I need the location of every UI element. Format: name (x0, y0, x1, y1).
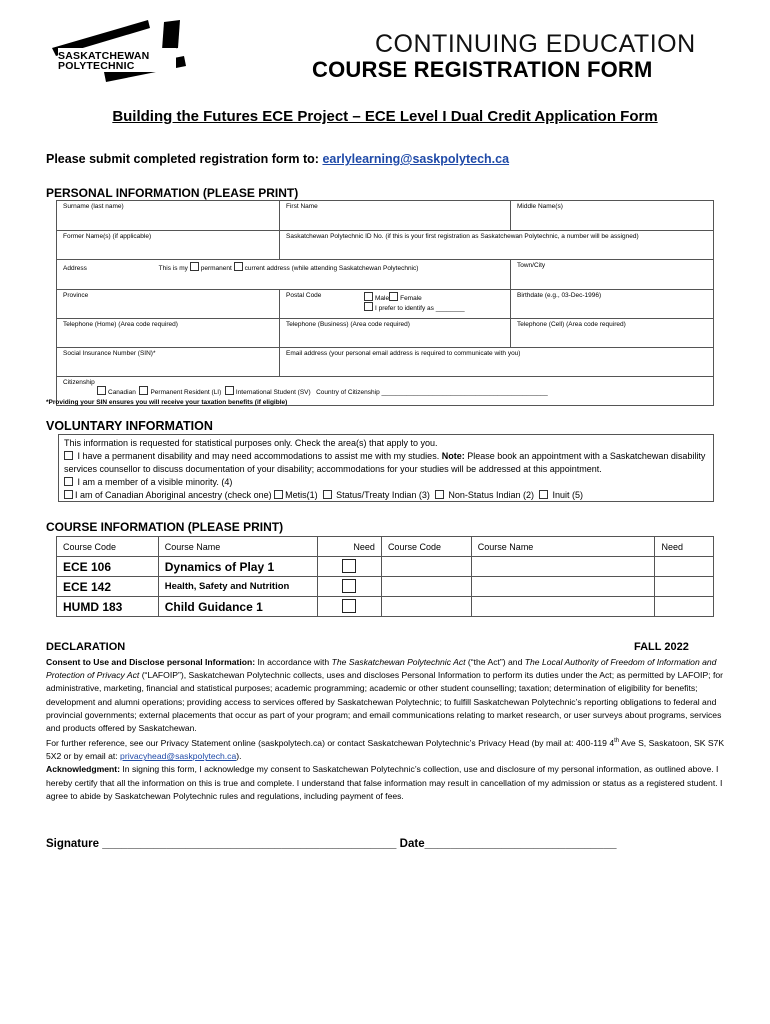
province-field[interactable] (57, 290, 280, 319)
sin-label: Social Insurance Number (SIN)* (63, 350, 156, 357)
course-code-2-input[interactable] (381, 577, 471, 597)
permanent-resident-checkbox[interactable] (139, 386, 148, 395)
note-label: Note: (441, 451, 465, 461)
visible-minority-label: I am a member of a visible minority. (4) (77, 477, 233, 487)
international-checkbox[interactable] (225, 386, 234, 395)
need-checkbox[interactable] (342, 579, 356, 593)
course-code-2-input[interactable] (381, 597, 471, 617)
disability-note: Please book an appointment with a Saskatchewan disability services counsellor to discuss documentation of your disability; accommodations for your studies will be addressed at this appointment. (64, 451, 706, 474)
need-2-input[interactable] (655, 577, 714, 597)
self-identify-label: I prefer to identify as ________ (375, 305, 465, 312)
current-address-checkbox[interactable] (234, 262, 243, 271)
course-name-2-input[interactable] (471, 597, 655, 617)
inuit-label: Inuit (5) (552, 490, 584, 500)
consent-text-a: In accordance with (257, 657, 330, 667)
col-course-name-2: Course Name (471, 537, 655, 557)
submit-prefix: Please submit completed registration form to: (46, 152, 319, 166)
course-name-2-input[interactable] (471, 557, 655, 577)
acknowledgment-label: Acknowledgment: (46, 764, 121, 775)
current-address-label: current address (while attending Saskatchewan Polytechnic) (244, 265, 419, 272)
privacy-email-link[interactable]: privacyhead@saskpolytech.ca (120, 751, 237, 762)
international-label: International Student (SV) (235, 389, 311, 396)
non-status-indian-label: Non-Status Indian (2) (448, 490, 534, 500)
need-cell (317, 557, 381, 577)
need-checkbox[interactable] (342, 599, 356, 613)
need-checkbox[interactable] (342, 559, 356, 573)
need-cell (317, 597, 381, 617)
address-note-prefix: This is my (158, 265, 188, 272)
metis-checkbox[interactable] (274, 490, 283, 499)
logo-text-line2: POLYTECHNIC (58, 60, 135, 72)
email-label: Email address (your personal email address is required to communicate with you) (286, 350, 521, 357)
disability-checkbox[interactable] (64, 451, 73, 460)
logo-text-line1: SASKATCHEWAN (58, 50, 150, 62)
declaration-heading: DECLARATION (46, 641, 126, 653)
need-cell (317, 577, 381, 597)
permanent-address-checkbox[interactable] (190, 262, 199, 271)
postal-label: Postal Code (286, 292, 322, 299)
personal-info-heading: PERSONAL INFORMATION (PLEASE PRINT) (46, 186, 299, 200)
acknowledgment-text: In signing this form, I acknowledge my consent to Saskatchewan Polytechnic’s collection, use and disclosure of my personal information, as outlined above. I hereby certify that all the information on this is true and complete. I understand that false information may result in cancellation of my admission or status as a registered student. I agree to abide by Saskatchewan Polytechnic rules and regulations, including payment of fees. (46, 764, 723, 801)
address-field[interactable] (57, 260, 511, 290)
form-title: Building the Futures ECE Project – ECE Level I Dual Credit Application Form (112, 108, 658, 125)
tel-business-field[interactable] (280, 319, 511, 348)
course-row (57, 577, 714, 597)
postal-code-field[interactable] (280, 290, 362, 318)
permanent-resident-label: Permanent Resident (LI) (150, 389, 222, 396)
consent-text-c: (“LAFOIP”), Saskatchewan Polytechnic collects, uses and discloses Personal Information to perform its duties under the Act; as permitted by LAFOIP; for administrative, marketing, financial and statistical purposes; academic programming; academic or other student counselling; taxation; determination of eligibility for benefits; development and alumni operations; providing access to services offered by Saskatchewan Polytechnic; to fulfill Saskatchewan Polytechnic’s reporting obligations to federal and provincial governments; external placements that occur as part of your program; and email communications relating to market research, or user surveys about programs, services and products offered by Saskatchewan. (46, 670, 723, 734)
consent-label: Consent to Use and Disclose personal Information: (46, 657, 256, 667)
male-checkbox[interactable] (364, 292, 373, 301)
aboriginal-label: I am of Canadian Aboriginal ancestry (check one) (75, 490, 272, 500)
need-2-input[interactable] (655, 557, 714, 577)
tel-business-label: Telephone (Business) (Area code required) (286, 321, 410, 328)
tel-home-label: Telephone (Home) (Area code required) (63, 321, 178, 328)
province-label: Province (63, 292, 89, 299)
reference-end: ). (236, 751, 242, 762)
col-course-code: Course Code (57, 537, 159, 557)
canadian-label: Canadian (108, 389, 136, 396)
saskpolytech-logo (44, 18, 194, 88)
term-label: FALL 2022 (634, 641, 689, 653)
middle-name-field[interactable] (511, 201, 714, 231)
town-field[interactable] (511, 260, 714, 290)
status-indian-checkbox[interactable] (323, 490, 332, 499)
status-indian-label: Status/Treaty Indian (3) (336, 490, 430, 500)
course-code: ECE 142 (57, 577, 159, 597)
permanent-label: permanent (200, 265, 232, 272)
header-continuing-education: CONTINUING EDUCATION (375, 30, 696, 58)
disability-label: I have a permanent disability and may need accommodations to assist me with my studies. (77, 451, 440, 461)
voluntary-info-heading: VOLUNTARY INFORMATION (46, 419, 213, 433)
course-row (57, 597, 714, 617)
citizenship-label: Citizenship (63, 379, 95, 386)
canadian-checkbox[interactable] (97, 386, 106, 395)
birthdate-field[interactable] (511, 290, 714, 319)
course-name: Child Guidance 1 (158, 597, 317, 617)
surname-field[interactable] (57, 201, 280, 231)
non-status-indian-checkbox[interactable] (435, 490, 444, 499)
col-need-2: Need (655, 537, 714, 557)
tel-cell-field[interactable] (511, 319, 714, 348)
voluntary-info-box (58, 434, 714, 502)
col-course-name: Course Name (158, 537, 317, 557)
middle-name-label: Middle Name(s) (517, 203, 563, 210)
course-code: ECE 106 (57, 557, 159, 577)
surname-label: Surname (last name) (63, 203, 124, 210)
course-info-heading: COURSE INFORMATION (PLEASE PRINT) (46, 520, 284, 534)
submit-instructions (46, 152, 509, 166)
signature-label: Signature (46, 838, 100, 850)
consent-text-b: (“the Act”) and (467, 657, 523, 667)
gender-field (362, 290, 467, 318)
sin-field[interactable] (57, 348, 280, 377)
signature-line[interactable]: ______________________________________________ (102, 838, 397, 850)
student-id-field[interactable] (280, 231, 714, 260)
col-need: Need (317, 537, 381, 557)
course-name: Health, Safety and Nutrition (158, 577, 317, 597)
course-code: HUMD 183 (57, 597, 159, 617)
male-label: Male (375, 295, 390, 302)
email-field[interactable] (280, 348, 714, 377)
signature-row (46, 838, 616, 850)
first-name-label: First Name (286, 203, 318, 210)
student-id-label: Saskatchewan Polytechnic ID No. (if this is your first registration as Saskatchewan Polytechnic, a number will be assigned) (286, 233, 639, 240)
act2: The Local Authority of Freedom of Information and Protection of Privacy Act (46, 657, 717, 681)
inuit-checkbox[interactable] (539, 490, 548, 499)
former-name-field[interactable] (57, 231, 280, 260)
country-of-citizenship-field[interactable]: Country of Citizenship ______________________________________________ (316, 389, 548, 396)
act1: The Saskatchewan Polytechnic Act (331, 657, 466, 667)
reference-sup: th (614, 738, 620, 745)
personal-info-table (56, 200, 714, 406)
col-course-code-2: Course Code (381, 537, 471, 557)
birthdate-label: Birthdate (e.g., 03-Dec-1996) (517, 292, 602, 299)
course-row (57, 557, 714, 577)
postal-gender-cell (280, 290, 511, 319)
course-header-row (57, 537, 714, 557)
date-line[interactable]: ______________________________ (424, 838, 617, 850)
need-2-input[interactable] (655, 597, 714, 617)
address-label: Address (63, 265, 87, 272)
tel-cell-label: Telephone (Cell) (Area code required) (517, 321, 626, 328)
female-checkbox[interactable] (389, 292, 398, 301)
voluntary-intro: This information is requested for statistical purposes only. Check the area(s) that apply to you. (64, 438, 438, 448)
sin-note: *Providing your SIN ensures you will receive your taxation benefits (if eligible) (46, 399, 288, 406)
declaration-text (46, 656, 726, 803)
reference-text-a: For further reference, see our Privacy Statement online (saskpolytech.ca) or contact Saskatchewan Polytechnic’s Privacy Head (by mail at: 400-119 4 (46, 738, 615, 749)
town-label: Town/City (517, 262, 546, 269)
reference-text-b: Ave S, Saskatoon, SK S7K 5X2 or by email at: (46, 738, 725, 762)
submit-email-link[interactable]: earlylearning@saskpolytech.ca (322, 152, 510, 166)
course-name-2-input[interactable] (471, 577, 655, 597)
course-name: Dynamics of Play 1 (158, 557, 317, 577)
course-info-table (56, 536, 714, 617)
former-name-label: Former Name(s) (if applicable) (63, 233, 152, 240)
course-code-2-input[interactable] (381, 557, 471, 577)
metis-label: Metis(1) (285, 490, 318, 500)
visible-minority-checkbox[interactable] (64, 477, 73, 486)
first-name-field[interactable] (280, 201, 511, 231)
tel-home-field[interactable] (57, 319, 280, 348)
header-course-registration-form: COURSE REGISTRATION FORM (312, 57, 653, 82)
female-label: Female (400, 295, 422, 302)
date-label: Date (399, 838, 425, 850)
aboriginal-checkbox[interactable] (64, 490, 73, 499)
self-identify-checkbox[interactable] (364, 302, 373, 311)
